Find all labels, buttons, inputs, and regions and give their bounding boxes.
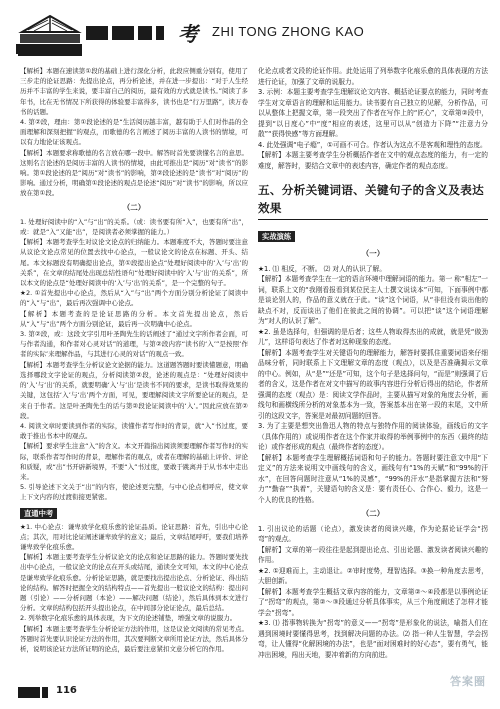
answer-paragraph: 1. 处理好阅读中的“入”与“出”的关系。（或：读书要有所“入”，也要有所“出”，或：就是“入”又能“出”，是阅读者必须掌握的能力。） [20, 217, 248, 237]
answer-paragraph: 3. 为了主要是想突出鲁迅人物的特点与独特作用的阅读体验，画线后的文字（具体作用的）或说明作者在这个作家并取得的举例事例中的东西（最终的结论）或作者形成的观点（最终作者的态度）。 [258, 422, 488, 451]
answer-paragraph: 【解析】本题主要考查学生分析论证方法的作用，这是议论文阅读的常见考点。答题时首先要认识论证方法的作用，其次要判断文章所用论证方法，然后具体分析，说明该论证方法所证明的论点，最后要注意紧扣文意分析它的作用。 [20, 624, 248, 653]
answer-paragraph: ★1. ⑴ 相反，不断。 ⑵ 对人的认识了解。 [258, 264, 386, 273]
footer-decoration [18, 687, 40, 698]
answer-paragraph: 1. 引出议论的话题（论点），激发读者的阅读兴趣，作为论据论证学会“拐弯”的观点。 [258, 524, 488, 543]
answer-paragraph: ★3. ⑴ 指事物转换为“拐弯”的意义——“拐弯”是形象化的说法，喻指人们在遇到困境时要懂得思考，找到解决问题的办法。⑵ 指一种人生智慧，学会拐弯，让人懂得“化解困境的办法”，也是“面对困难时的好心态”，要有勇气，能冲出困境，闯出天地，要冲着新的方向前进。 [258, 619, 488, 659]
book-stack-icon [14, 8, 86, 58]
answer-paragraph: 4. 阅读文章时要读到作者的实际，读懂作者写作时的背景，就“入”书过度，要敢于推出书本中的观点。 [20, 421, 248, 441]
section-box-label: 直通中考 [20, 508, 57, 519]
header-series-title: ZHI TONG ZHONG KAO [212, 24, 365, 39]
page-footer [18, 683, 138, 701]
answer-paragraph: ★2. ①迎难而上，主动退让。②审时度势，理智选择。③换一种角度去思考，大胆创新。 [258, 566, 488, 585]
answer-paragraph: 【解析】本题考查学生对议论文论点的归纳能力。本题难度不大，答题时要注意从议论文论点常见的位置去找中心论点，一般议论文的论点在标题、开头、结尾。本文标题没有明确提出论点，第①段提出论点“处理好阅读中的‘入’与‘出’的关系”，在文章的结尾处出现总结性语句“处理好阅读中的‘入’与‘出’的关系”，所以本文的论点是“处理好阅读中的‘入’与‘出’的关系”，是一个完整的句子。 [20, 238, 248, 288]
answer-paragraph: 3. 第②段，或：这段文字引用叶圣陶先生的话阐述了“通过文字所作者会面，可与作者沟通，和作者对心灵对话”的道理，与第②段内容“读书的‘入’”是按照‘作者的实际’来理解作品，与其进行心灵的对话”的观点一致。 [20, 330, 248, 359]
watermark-logo: 答案圈 [450, 675, 486, 688]
section-title: 五、分析关键词语、关键句子的含义及表达效果 [258, 181, 488, 220]
answer-paragraph: 2. 列举数字化痕乐愈的具体表现，为下文的论述铺垫，增强文章的说服力。 [20, 614, 237, 623]
answer-paragraph: ★1. 中心论点：谦卑致学化痕乐愈的论证品质。论证思路：首先，引出中心论点；其次，用对比论证阐述谦卑致学的意义；最后，文章结尾呼吁，要我们培养谦卑致学化痕乐愈。 [20, 522, 248, 551]
answer-paragraph: 【解析】本题主要考查学生分析概括作者在文中的观点态度的能力，有一定的难度，解答时，要结合文章中的表述内容，确定作者的观点态度。 [258, 151, 488, 170]
answer-paragraph: ★2. 虽是选择句，但强调的是后者；这些人物取得杰出的成就，就是凭“傲劲儿”，这样语句表达了作者对这种现象的态度。 [258, 327, 488, 346]
answer-paragraph: 5. 引导论述下文关于“出”的内容，使论述更完整，与中心论点相呼应，使文章上下文内容的过渡衔接更紧密。 [20, 483, 248, 502]
subsection-heading: （一） [361, 249, 385, 258]
answer-paragraph: 【解析】本题考查学生分析议论文论据的能力。这道题答题时要读懂题意，明确选择哪段文字论证的观点，分析阅读第②段，论述的观点是：“处理好阅读中的‘入’与‘出’的关系，就要明确‘入’与‘出’是读书不同的要求，是读书取得效果的关键，这包括‘入’与‘出’两个方面，可见，要理解阅读文字所要论证的观点，是来自于作者。这是叶圣陶先生的话与第②段论证阅读中的‘入’。”因此应放在第②段。 [20, 360, 248, 420]
answer-paragraph: 【解析】要求学生注意“入”的含义。本文开篇指出阅读须要理解作者写作时的实际，联系作者写作时的背景，理解作者的观点，或者在理解的基础上评价、评论和质疑，或“出”书开辟新境界，不要“入”书过度，要敢于跳离并于从书本中走出来。 [20, 442, 248, 481]
answer-paragraph: 【解析】本题主要考查学生分析议论文的论点和论证思路的能力。答题时要先找出中心论点，一般议论文的论点在开头或结尾，通读全文可知，本文的中心论点是谦卑致学化痕乐愈。分析论证思路，就是要找出提出论点、分析论证、得出结论的结构。解答时把握全文的结构特点——首先提出一般议论文的结构：提出问题（引论）——分析问题（本论）——解决问题（结论），然后具体到本文进行分析。文章的结构包括开头提出论点，在中间部分论证论点，最后总结。 [20, 553, 248, 613]
answer-paragraph: 【解析】本题考查学生理解概括词语和句子的能力。答题时要注意文中用“下定义”的方法来说明文中画线句的含义，画线句有“1%的天赋”和“99%的汗水”，在回答问题时注意从“1%的灵感”，“99%的汗水”是指掌握方法和“努力”“勤奋”“执着”，关键语句的含义是：要有责任心、合作心、毅力，这是一个人的优良的性格。 [258, 453, 488, 504]
answer-paragraph: ★2. ①首先提出中心论点，然后从“入”与“出”两个方面分别分析论证了阅读中的“入”与“出”，最后再次强调中心论点。 [20, 289, 248, 308]
section-box-label: 实战演练 [258, 231, 295, 242]
answer-paragraph: 4. 第②段，理由：第①段论述的是“生活阅历越丰富，越有助于人们对作品的全面理解和深刻把握”的观点，而歌德的名言阐述了阅历丰富的人读书的情境，可以有力地论证该观点。 [20, 118, 248, 147]
answer-paragraph: 化论点或者文段的论证作用。此处运用了列举数字化痕乐愈的具体表现的方法进行论证，加强了文章的说服力。 [258, 67, 488, 86]
answer-paragraph: 【解析】文章的第一段往往是起到提出论点、引出论题、激发读者阅读兴趣的作用。 [258, 545, 488, 564]
header-kao-char: 考 [178, 22, 198, 46]
subsection-heading: （二） [122, 202, 146, 212]
answer-paragraph: 【解析】本题在速读第①段的基础上进行深化分析，此段应侧重分别有，使用了三步走的论证思路：先提出论点，再分析论述，并在进一步提出：“对于人生经历并不丰富的学生来说，要丰富自己的阅历，最有效的方式就是读书。”阅读了多年书，比在无书情况下所获得的体验要丰富得多，读书也是“行万里路”，读万卷书的话题。 [20, 67, 248, 116]
answer-paragraph: 【解析】本题考查学生对关键语句的理解能力，解答时要抓住重要词语来仔细品味分析，同时联系上下文理解文章的态度（观点），以及是否准确揭示文章的中心。例如，从“是”“还是”可知，这个句子是选择问句，“而是”则强调了后者的含义，这是作者在对文中描写的故事内容进行分析后得出的结论，作者所强调的态度（观点）是：阅读文学作品时，主要从描写对象的角度去分析，画线句和画横线所分析的对象基本为一致，答案基本出在第一段的末尾，文中所引的这段文字，答案是对最初问题的回答。 [258, 348, 488, 420]
answer-paragraph: 【解析】本题考查学生在一定的语言环境中理解词语的能力。第一 称“相左”一词，联系上文的“我刚看报看到某位民主人士撰文说谈本”可知，下面事例中都是谈论别人的，作品的意义就在于此。“谈”这个词语，从“非但没有谈出他的缺点不对，反而谈出了他们在彼此之间的协调”。可以把“谈”这个词语理解为“对人的认识了解”。 [258, 275, 488, 325]
right-column [258, 66, 488, 660]
answer-paragraph: 【解析】本题考查的是论证思路的分析。本文首先提出论点，然后从“入”与“出”两个方面分别论证，最后再一次明确中心论点。 [20, 309, 248, 328]
footer-decoration [42, 687, 48, 698]
answer-paragraph: 【解析】本题考查学生概括文章内容的能力，文章第②～④段都是以事例论证了“拐弯”的观点，第②～③段通过分析具体事实，从三个角度阐述了怎样才能学会“拐弯”。 [258, 587, 488, 617]
answer-paragraph: 4. 此处强调“电子瘾”，①可画不可合。作者认为这点不是客观和理性的态度。 [258, 140, 487, 149]
header-decoration-blocks [86, 26, 176, 40]
left-column [20, 66, 248, 654]
page-number: 116 [56, 685, 77, 696]
page-header [0, 0, 500, 64]
subsection-heading: （二） [361, 509, 385, 518]
answer-paragraph: 【解析】本题要求称歌德的名言放在哪一段中。解答时首先要读懂名言的意思。这则名言论述的是阅历丰富的人读书的情境，由此可推出是“阅历”对“读书”的影响。第①段论述的是“阅历”对“读书”的影响，第②段论述的是“读书”对“阅历”的影响。通过分析，明确第①段论述的观点是论述“阅历”对“读书”的影响，所以应放在第①段。 [20, 148, 248, 198]
answer-paragraph: 3. 示例：本题主要考查学生理解议论文内容、概括论证要点的能力，同时考查学生对文章语言的理解和运用能力。读书要有自己独立的见解，分析作品，可以从整体上把握文章，第一段突出了作者在写作上的“匠心”，文章第②段中，提到“以日度心”中“度”相应的表述，这里可以从“创造力下降”“注意力分散”“获得快感”等方面理解。 [258, 88, 488, 138]
